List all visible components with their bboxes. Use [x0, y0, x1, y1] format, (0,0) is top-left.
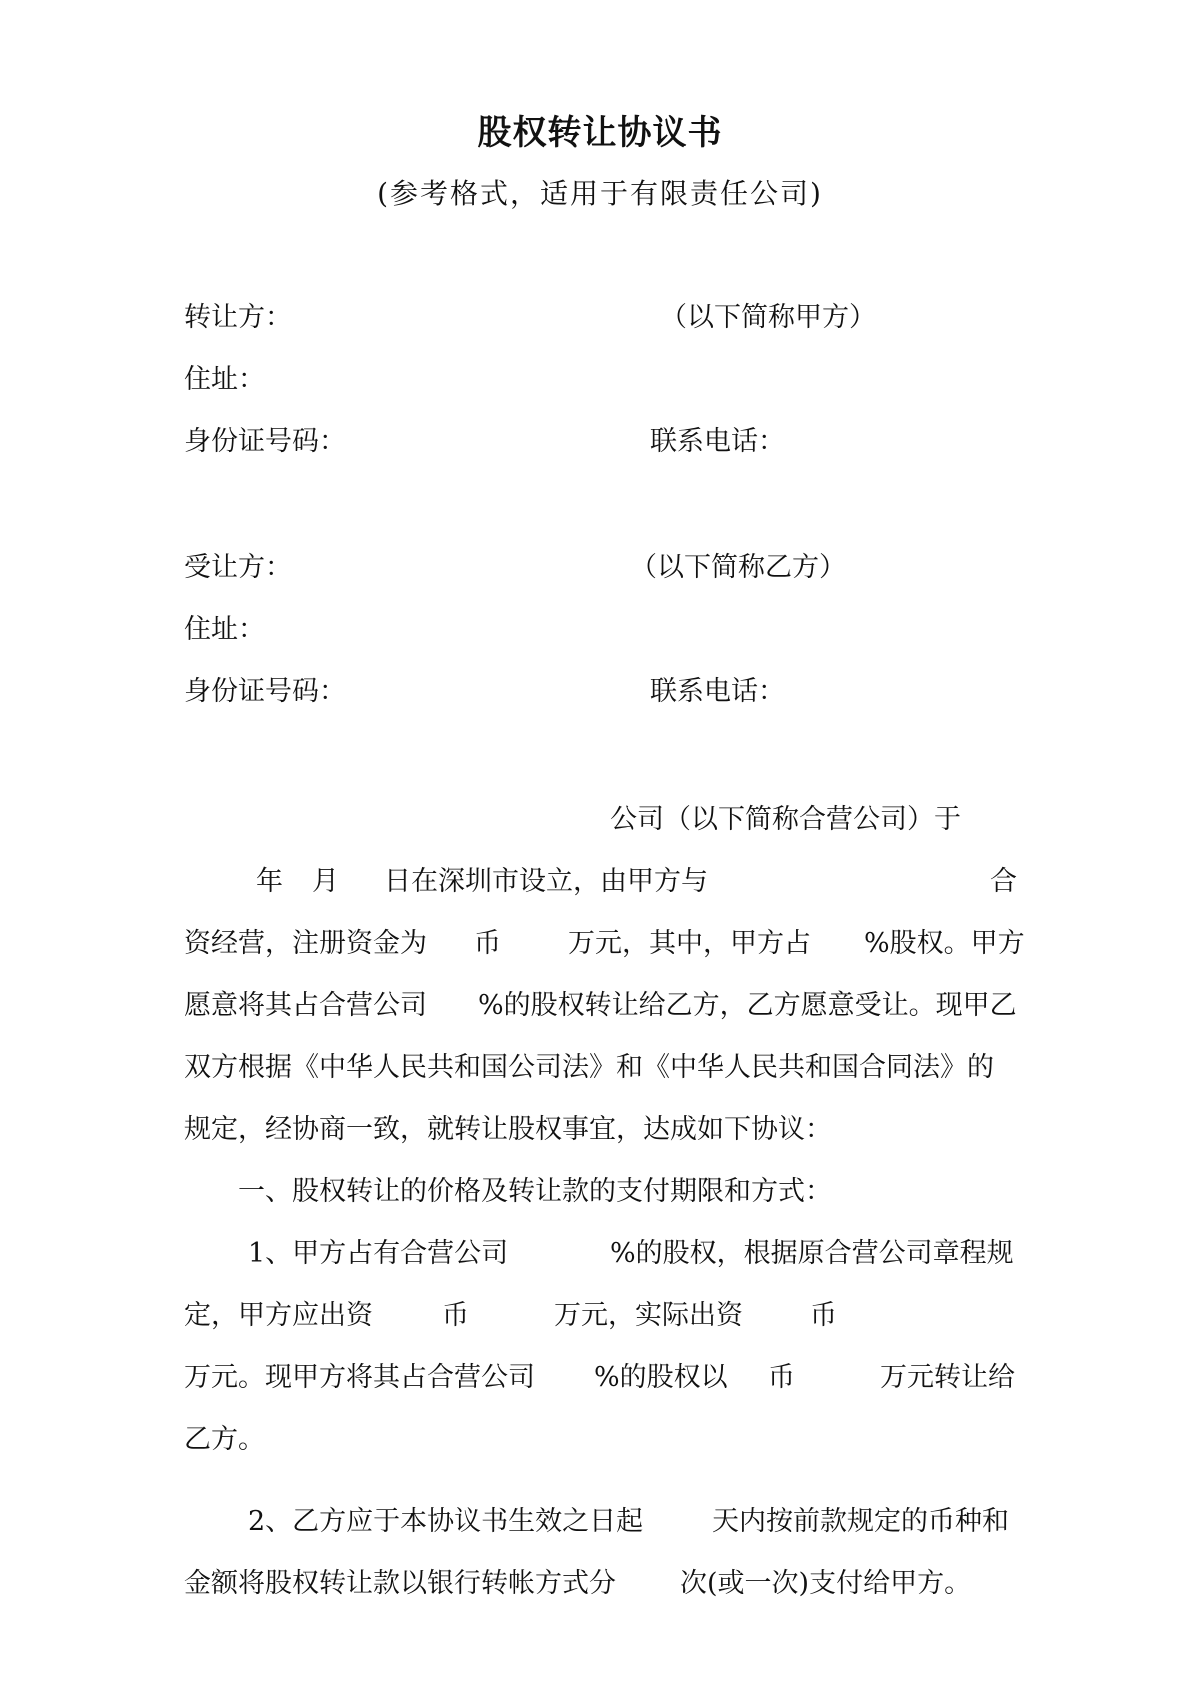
intro-line-4a: 愿意将其占合营公司	[184, 990, 427, 1021]
clause-2-line-1a: 2、乙方应于本协议书生效之日起	[248, 1506, 644, 1537]
transferor-phone-label: 联系电话：	[650, 426, 785, 457]
intro-line-2: 日在深圳市设立，由甲方与	[384, 866, 708, 897]
clause-1-line-2a: 定，甲方应出资	[184, 1300, 373, 1331]
section-1-heading: 一、股权转让的价格及转让款的支付期限和方式：	[238, 1176, 832, 1207]
intro-line-1: 公司（以下简称合营公司）于	[610, 804, 961, 835]
transferee-address-label: 住址：	[184, 614, 265, 645]
clause-1-line-1b: %的股权，根据原合营公司章程规	[610, 1238, 1014, 1269]
transferor-id-label: 身份证号码：	[184, 426, 346, 457]
intro-line-3a: 资经营，注册资金为	[184, 928, 427, 959]
transferee-alias: （以下简称乙方）	[630, 552, 846, 583]
intro-line-6: 规定，经协商一致，就转让股权事宜，达成如下协议：	[184, 1114, 832, 1145]
document-subtitle: (参考格式，适用于有限责任公司)	[377, 177, 823, 210]
clause-1-line-3c: 币	[768, 1362, 795, 1393]
clause-1-line-1a: 1、甲方占有合营公司	[248, 1238, 509, 1269]
transferor-alias: （以下简称甲方）	[660, 302, 876, 333]
clause-1-line-2b: 币	[442, 1300, 469, 1331]
transferee-label: 受让方：	[184, 552, 292, 583]
clause-1-line-2d: 币	[810, 1300, 837, 1331]
clause-1-line-3b: %的股权以	[594, 1362, 728, 1393]
transferee-phone-label: 联系电话：	[650, 676, 785, 707]
transferor-label: 转让方：	[184, 302, 292, 333]
transferor-address-label: 住址：	[184, 364, 265, 395]
intro-line-4b: %的股权转让给乙方，乙方愿意受让。现甲乙	[478, 990, 1017, 1021]
intro-line-3b: 币	[474, 928, 501, 959]
intro-line-5: 双方根据《中华人民共和国公司法》和《中华人民共和国合同法》的	[184, 1052, 994, 1083]
intro-line-3d: %股权。甲方	[864, 928, 1025, 959]
clause-1-line-3d: 万元转让给	[880, 1362, 1015, 1393]
intro-line-3c: 万元，其中，甲方占	[568, 928, 811, 959]
clause-1-line-3a: 万元。现甲方将其占合营公司	[184, 1362, 535, 1393]
intro-month-label: 月	[312, 866, 339, 897]
clause-1-line-4: 乙方。	[184, 1424, 265, 1455]
clause-2-line-2a: 金额将股权转让款以银行转帐方式分	[184, 1568, 616, 1599]
clause-2-line-2b: 次(或一次)支付给甲方。	[680, 1568, 972, 1599]
clause-1-line-2c: 万元，实际出资	[554, 1300, 743, 1331]
transferee-id-label: 身份证号码：	[184, 676, 346, 707]
clause-2-line-1b: 天内按前款规定的币种和	[712, 1506, 1009, 1537]
intro-line-2-end: 合	[990, 866, 1017, 897]
intro-year-label: 年	[256, 866, 283, 897]
document-title: 股权转让协议书	[477, 113, 723, 153]
